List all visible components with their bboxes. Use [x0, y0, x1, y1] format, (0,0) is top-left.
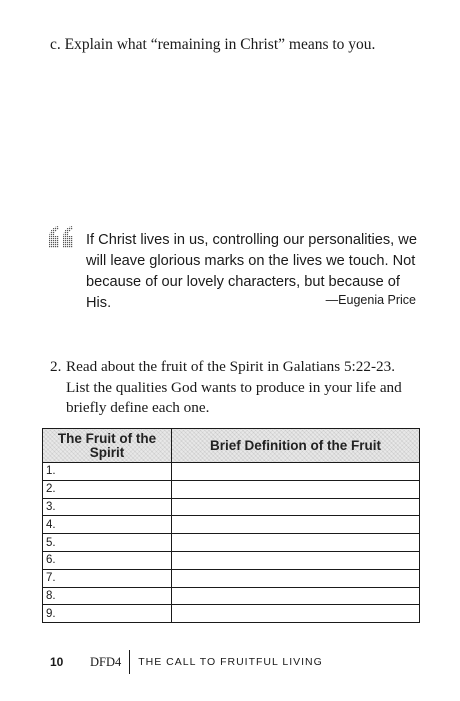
table-row [43, 551, 420, 569]
row-number: 1. [43, 463, 172, 481]
definition-cell[interactable] [172, 587, 420, 605]
table-row [43, 605, 420, 623]
definition-cell[interactable] [172, 551, 420, 569]
row-number: 7. [43, 569, 172, 587]
definition-cell[interactable] [172, 534, 420, 552]
definition-cell[interactable] [172, 516, 420, 534]
row-number: 8. [43, 587, 172, 605]
table-row [43, 463, 420, 481]
question-text: Read about the fruit of the Spirit in Galatians 5:22-23. List the qualities God wants to produce in your life and briefly define each one. [66, 358, 402, 416]
table-row [43, 498, 420, 516]
table-row [43, 534, 420, 552]
chapter-title: THE CALL TO FRUITFUL LIVING [138, 656, 323, 668]
quote-text: If Christ lives in us, controlling our personalities, we will leave glorious marks on the lives we touch. Not because of our lovely characters, but because of His. [86, 232, 417, 311]
definition-cell[interactable] [172, 463, 420, 481]
row-number: 6. [43, 551, 172, 569]
definition-cell[interactable] [172, 605, 420, 623]
row-number: 3. [43, 498, 172, 516]
page-footer [50, 650, 323, 674]
quote-author: —Eugenia Price [325, 293, 416, 307]
header-definition: Brief Definition of the Fruit [172, 429, 420, 463]
question-2 [50, 357, 422, 419]
page-number: 10 [50, 655, 64, 669]
header-fruit: The Fruit of the Spirit [43, 429, 172, 463]
definition-cell[interactable] [172, 569, 420, 587]
table-row [43, 569, 420, 587]
row-number: 4. [43, 516, 172, 534]
table-row [43, 480, 420, 498]
fruit-of-spirit-table [42, 428, 420, 623]
row-number: 9. [43, 605, 172, 623]
definition-cell[interactable] [172, 480, 420, 498]
question-number: 2. [50, 358, 62, 375]
row-number: 2. [43, 480, 172, 498]
row-number: 5. [43, 534, 172, 552]
table-header-row [43, 429, 420, 463]
quotation-mark-icon [47, 224, 77, 258]
table-row [43, 516, 420, 534]
definition-cell[interactable] [172, 498, 420, 516]
book-code: DFD4 [90, 654, 122, 669]
table-row [43, 587, 420, 605]
question-c: c. Explain what “remaining in Christ” means to you. [50, 36, 376, 53]
footer-divider [129, 650, 130, 674]
